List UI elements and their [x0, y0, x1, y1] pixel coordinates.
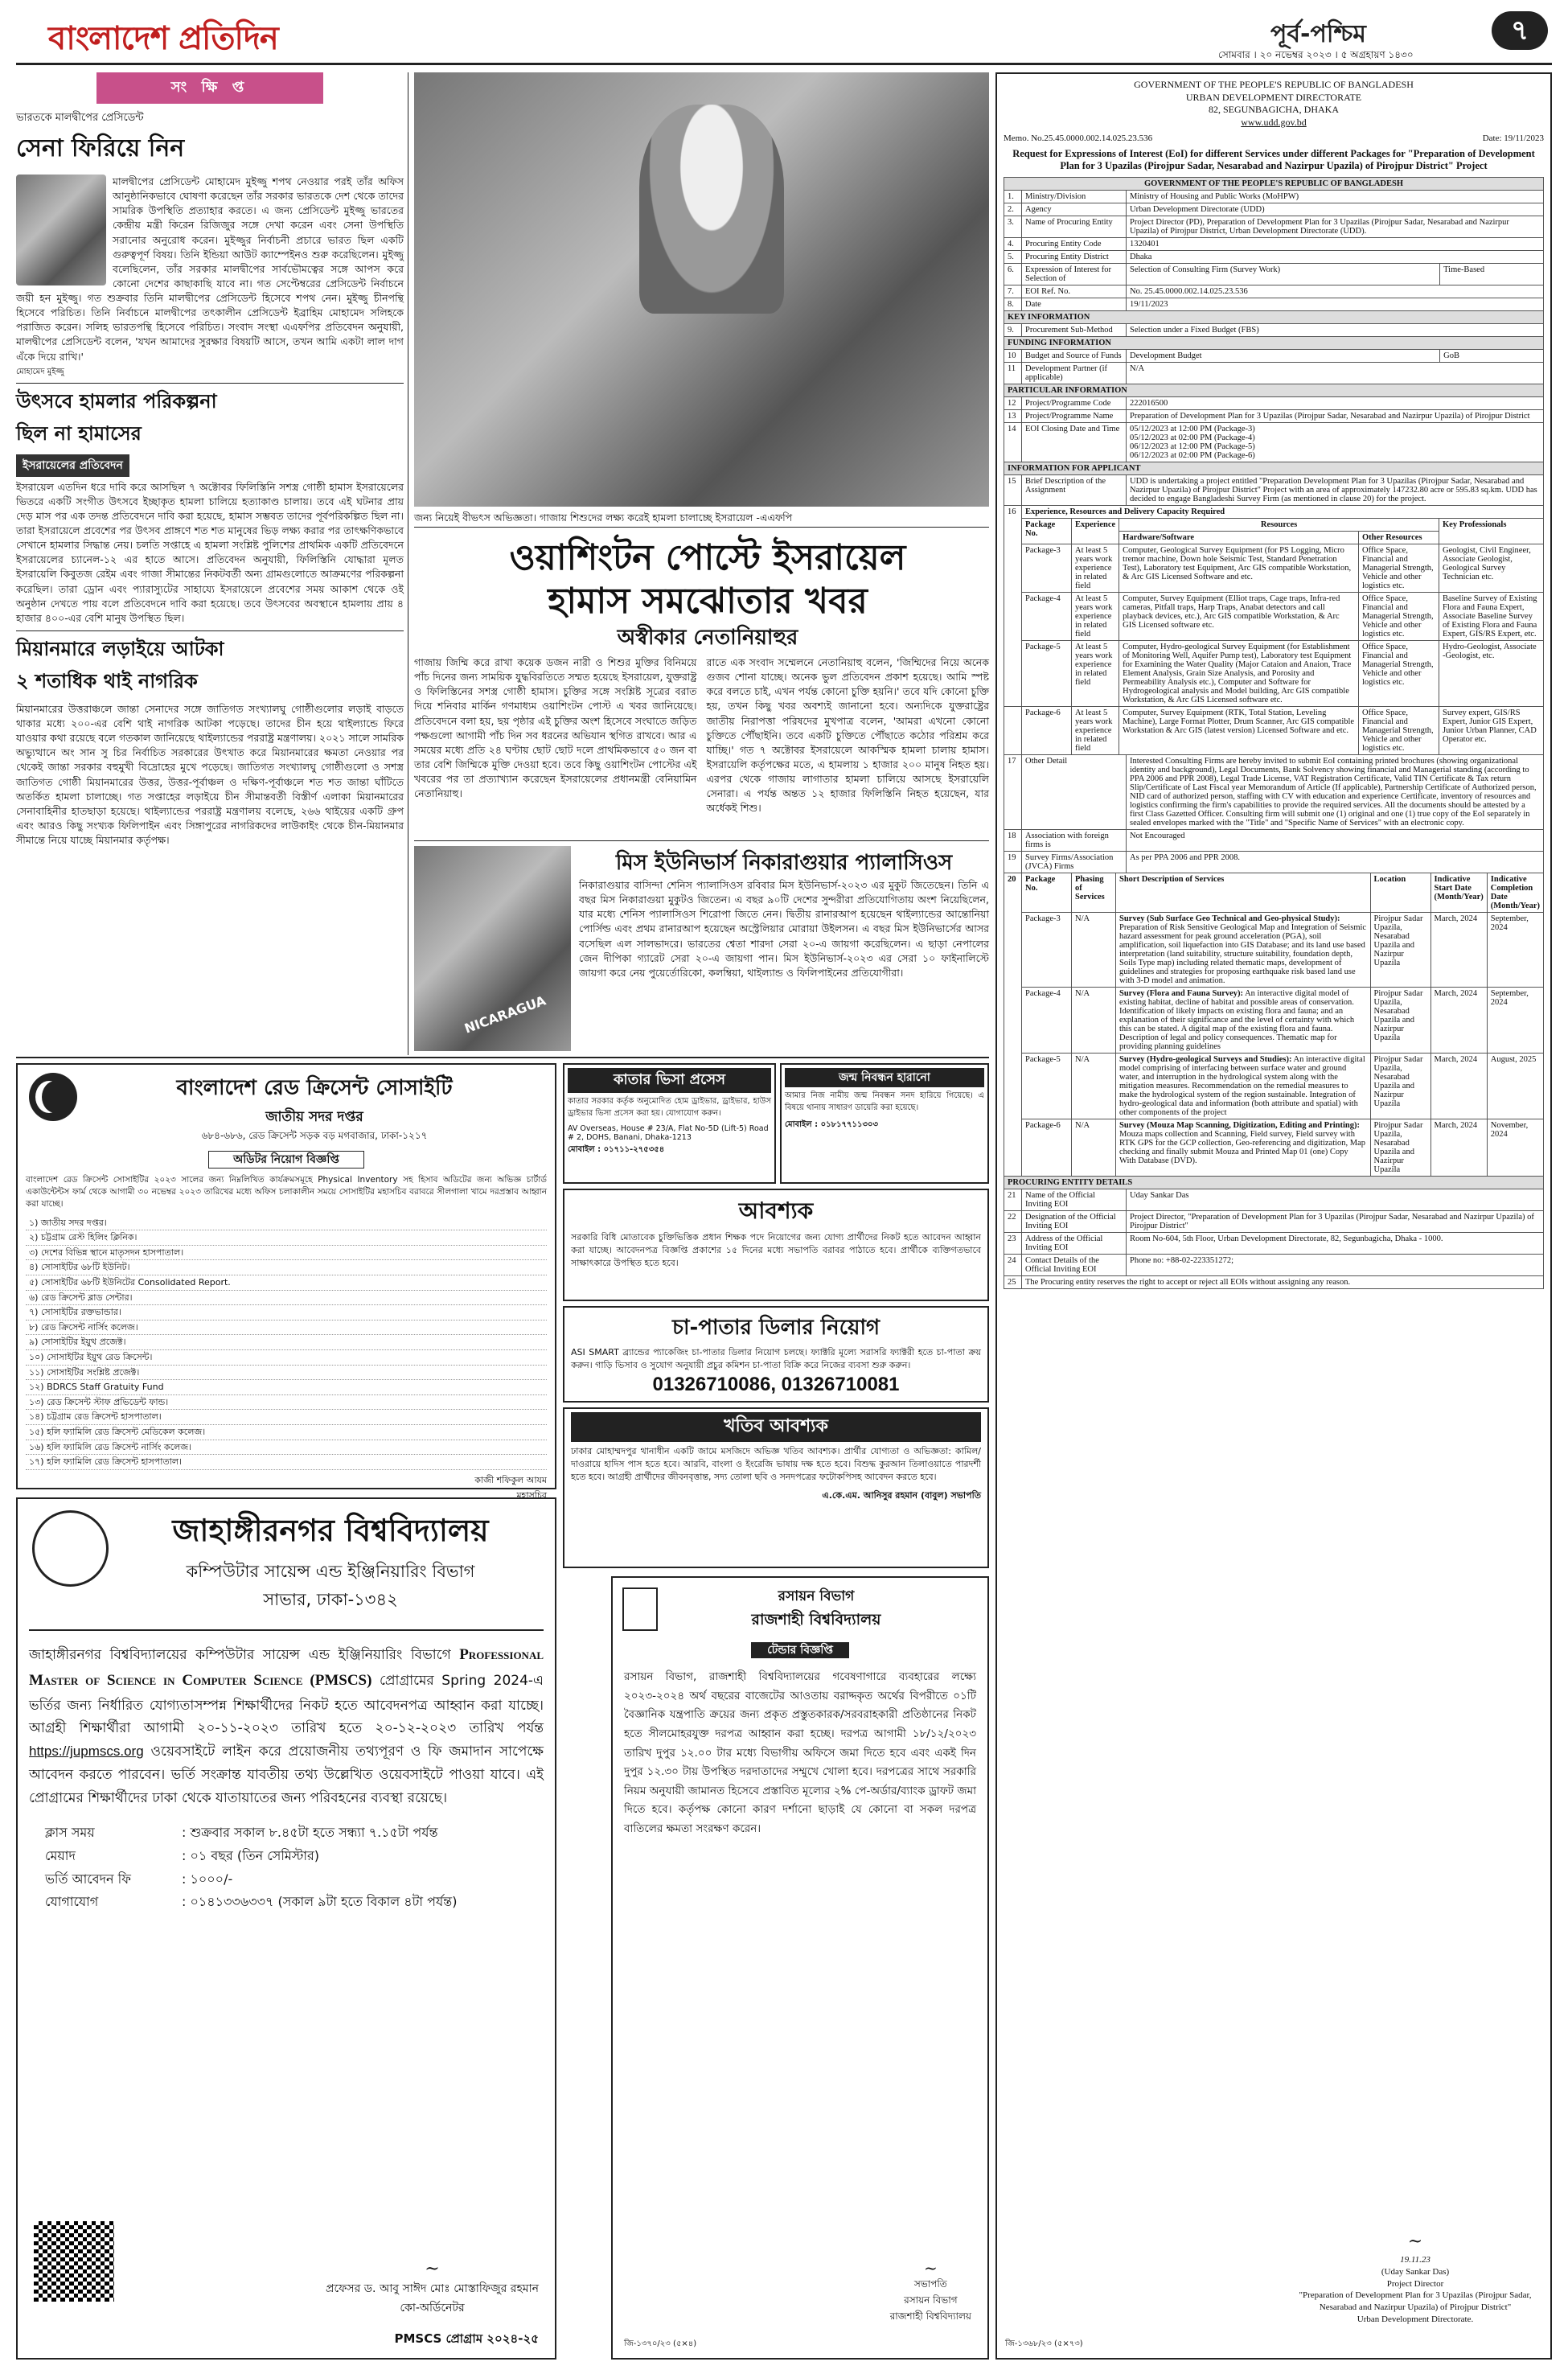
eoi-dir: URBAN DEVELOPMENT DIRECTORATE — [1185, 91, 1362, 103]
eoi-addr: 82, SEGUNBAGICHA, DHAKA — [1209, 104, 1339, 116]
ju-website-link[interactable]: https://jupmscs.org — [29, 1744, 144, 1760]
table-row: 21 Name of the Official Inviting EOI Uday Sankar Das — [1004, 1189, 1544, 1211]
list-item: ৮) রেড ক্রিসেন্ট নার্সিং কলেজ। — [26, 1320, 547, 1336]
list-item: ৭) সোসাইটির রক্তভান্ডার। — [26, 1305, 547, 1320]
ru-signer-2: রসায়ন বিভাগ — [904, 2294, 958, 2306]
wanted-title: আবশ্যক — [738, 1197, 814, 1224]
masthead — [16, 11, 1552, 60]
tea-dealer-ad — [563, 1306, 989, 1403]
table-row: ভর্তি আবেদন ফি : ১০০০/- — [45, 1871, 233, 1887]
list-item: ১২) BDRCS Staff Gratuity Fund — [26, 1380, 547, 1395]
lost-notice-ad — [780, 1063, 989, 1184]
story1-kicker: ভারতকে মালদ্বীপের প্রেসিডেন্ট — [16, 112, 144, 124]
rc-address: ৬৮৪-৬৮৬, রেড ক্রিসেন্ট সড়ক বড় মগবাজার, ঢাকা-১২১৭ — [201, 1130, 428, 1141]
photo-figure — [639, 105, 784, 314]
ju-info-table — [45, 1822, 544, 1914]
eoi-other-table — [1004, 754, 1544, 873]
ru-signature-icon: ~ — [923, 2258, 938, 2277]
table-row: Package-5 N/A Survey (Hydro-geological Surveys and Studies): An interactive digital model comprising of interfacing between surface water and ground water, and interruption in the hydrological system along with the mitigation measures. Recommendation on the remedial measures to make the hydrological system of the region sustainable. Integration of hydro-geological data and information (both attribute and spatial) with other components of the project Pirojpur Sadar Upazila, Nesarabad Upazila and Nazirpur Upazila March, 2024 August, 2025 — [1004, 1054, 1544, 1119]
table-row: 2. Agency Urban Development Directorate (UDD) — [1004, 203, 1544, 216]
ju-body2: প্রোগ্রামের Spring 2024-এ ভর্তির জন্য নির্ধারিত যোগ্যতাসম্পন্ন শিক্ষার্থীদের নিকট হতে আবেদনপত্র আহ্বান করা যাচ্ছে। আগ্রহী শিক্ষার্থীরা আগামী ২০-১১-২০২৩ তারিখ হতে ২০-১২-২০২৩ তারিখ পর্যন্ত — [29, 1673, 544, 1737]
table-row: 5. Procuring Entity District Dhaka — [1004, 251, 1544, 264]
pageant-title: মিস ইউনিভার্স নিকারাগুয়ার প্যালাসিওস — [615, 851, 953, 875]
qatar-address: AV Overseas, House # 23/A, Flat No-5D (Lift-5) Road # 2, DOHS, Banani, Dhaka-1213 — [568, 1124, 769, 1142]
table-row: 6. Expression of Interest for Selection of Selection of Consulting Firm (Survey Work) Time-Based — [1004, 264, 1544, 285]
story2-title-1: উৎসবে হামলার পরিকল্পনা — [16, 389, 217, 413]
table-row: 7. EOI Ref. No. No. 25.45.0000.002.14.025.23.536 — [1004, 285, 1544, 298]
signature-icon: ~ — [1407, 2232, 1423, 2253]
lead-col-2: রাতে এক সংবাদ সম্মেলনে নেতানিয়াহু বলেন, 'জিম্মিদের নিয়ে অনেক গুজব শোনা যাচ্ছে। অনেক ভুল প্রতিবেদন প্রকাশ হয়েছে। আমি স্পষ্ট করে বলতে চাই, এখন পর্যন্ত কোনো চুক্তি হয়নি।' তবে যদি কোনো চুক্তি হয়, তখন কিছু খবর অবশ্যই জানানো হবে। অন্যদিকে যুক্তরাষ্ট্রের জাতীয় নিরাপত্তা পরিষদের মুখপাত্র বলেন, 'আমরা এখনো কোনো চুক্তিতে পৌঁছাইনি। তবে একটি চুক্তিতে পৌঁছাতে কঠোর পরিশ্রম করে যাচ্ছি।' গত ৭ অক্টোবর ইসরায়েলে আকস্মিক হামলা চালায় হামাস। ইসরায়েলি কর্তৃপক্ষের মতে, এ হামলায় ১ হাজার ২০০ মানুষ নিহত হয়। এরপর থেকে গাজায় লাগাতার হামলা চালিয়ে আসছে ইসরায়েলি সেনারা। এ পর্যন্ত অন্তত ১২ হাজার ফিলিস্তিনি নিহত হয়েছেন, যার অর্ধেকই শিশু। — [706, 656, 989, 815]
table-row: ক্লাস সময় : শুক্রবার সকাল ৮.৪৫টা হতে সন্ধ্যা ৭.১৫টা পর্যন্ত — [45, 1825, 438, 1841]
brief-column — [16, 72, 404, 1055]
list-item: ৯) সোসাইটির ইয়ুথ প্রজেক্ট। — [26, 1335, 547, 1350]
ru-signer: সভাপতি — [913, 2278, 947, 2290]
eoi-procuring-table: PROCURING ENTITY DETAILS 21 Name of the Official Inviting EOI Uday Sankar Das 22 Designation of the Official Inviting EOI Project Director, "Preparation of Development Plan for 3 Upazilas (Pirojpur Sadar, Nesarabad and Nazirpur Upazila) of Pirojpur District" 23 Address of the Official Inviting EOI Room No-604, 5th Floor, Urban Development Directorate, 82, Segunbagicha, Dhaka - 1000. 24 Contact Details of the Official Inviting EOI Phone no: +88-02-223351272; 25 The Procuring entity reserves the right to accept or reject all EOIs without assigning any reason. — [1004, 1176, 1544, 1289]
eoi-memo: Memo. No.25.45.0000.002.14.025.23.536 — [1004, 133, 1153, 144]
wanted-ad — [563, 1189, 989, 1301]
eoi-sign-title: Project Director — [1386, 2278, 1444, 2289]
eoi-notice — [995, 72, 1552, 2360]
table-row: Package-3 N/A Survey (Sub Surface Geo Technical and Geo-physical Study): Preparation of Risk Sensitive Geological Map and Integration of Seismic hazard assessment for peak ground acceleration (PGA), soil amplification, soil liquefaction into GIS Database; and its land use based interpretation (land suitability, structure suitability, foundation depth, Soils Type map) including related thematic maps, development of guidelines and strategies for proposing earthquake risk based land use with 3-D model and animation. Pirojpur Sadar Upazila, Nesarabad Upazila and Nazirpur Upazila March, 2024 September, 2024 — [1004, 913, 1544, 988]
story3-title-1: মিয়ানমারে লড়াইয়ে আটকা — [16, 637, 224, 660]
eoi-date: Date: 19/11/2023 — [1482, 133, 1544, 144]
table-row: Package-4 At least 5 years work experience in related field Computer, Survey Equipment (Elliot traps, Cage traps, Infra-red cameras, Pitfall traps, Harp Traps, Anabat detectors and call playback devices, etc.), Arc GIS compatible Workstation, & Arc GIS Licensed software etc. Office Space, Financial and Managerial Strength, Vehicle and other logistics etc. Baseline Survey of Existing Flora and Fauna Expert, Associate Baseline Survey of Existing Flora and Fauna Expert, GIS/RS Expert, etc. — [1004, 593, 1544, 641]
lead-headline-2: হামাস সমঝোতার খবর — [548, 581, 868, 622]
eoi-sign-name: (Uday Sankar Das) — [1381, 2266, 1450, 2277]
khatib-body: ঢাকার মোহাম্মদপুর থানাধীন একটি জামে মসজিদে অভিজ্ঞ খতিব আবশ্যক। প্রার্থীর যোগ্যতা ও অভিজ্ঞতা: কামিল/দাওরায়ে হাদিস পাস হতে হবে। আরবি, বাংলা ও ইংরেজি ভাষায় দক্ষ হতে হবে। বিশুদ্ধ কুরআন তিলাওয়াতে পারদর্শী হতে হবে। আগ্রহী প্রার্থীদের জীবনবৃত্তান্ত, সদ্য তোলা ছবি ও সনদপত্রের ফটোকপিসহ আবেদন করতে হবে। — [571, 1446, 981, 1482]
ju-name: জাহাঙ্গীরনগর বিশ্ববিদ্যালয় — [172, 1513, 489, 1548]
khatib-ad — [563, 1407, 989, 1568]
table-row: 25 The Procuring entity reserves the right to accept or reject all EOIs without assigning any reason. — [1004, 1276, 1544, 1289]
lost-title: জন্ম নিবন্ধন হারানো — [785, 1068, 984, 1087]
rc-sub: জাতীয় সদর দপ্তর — [265, 1109, 363, 1125]
table-row: 14 EOI Closing Date and Time 05/12/2023 at 12:00 PM (Package-3) 05/12/2023 at 02:00 PM (Package-4) 06/12/2023 at 12:00 PM (Package-5) 06/12/2023 at 02:00 PM (Package-6) — [1004, 423, 1544, 462]
rc-list — [26, 1216, 547, 1470]
newspaper-logo: বাংলাদেশ প্রতিদিন — [48, 20, 278, 57]
list-item: ৫) সোসাইটির ৬৮টি ইউনিটের Consolidated Report. — [26, 1275, 547, 1291]
eoi-sign-proj: "Preparation of Development Plan for 3 Upazilas (Pirojpur Sadar, Nesarabad and Nazirpur Upazila) of Pirojpur District" — [1299, 2290, 1532, 2313]
table-row: Package-3 At least 5 years work experience in related field Computer, Geological Survey Equipment (for PS Logging, Micro tremor machine, Down hole Seismic Test, Standard Penetration Test), Laboratory test Equipment, Arc GIS compatible Workstation, & Arc GIS Licensed Software and etc. Office Space, Financial and Managerial Strength, Vehicle and other logistics etc. Geologist, Civil Engineer, Associate Geologist, Geological Survey Technician etc. — [1004, 544, 1544, 593]
list-item: ১৪) চট্টগ্রাম রেড ক্রিসেন্ট হাসপাতাল। — [26, 1410, 547, 1425]
table-row: 15 Brief Description of the Assignment UDD is undertaking a project entitled "Preparation Development Plan for 3 Upazilas (Pirojpur Sadar, Nesarabad and Nazirpur Upazila) of Pirojpur District" Project with an area of approximately 147232.80 acre or 595.83 sq.km. UDD has decided to engage Bangladeshi Survey Firm (as mentioned in clause 20) for the project. — [1004, 475, 1544, 506]
eoi-resources-table: 16 Experience, Resources and Delivery Capacity Required Package No. Experience Resources Key Professionals Hardware/Software Other Resources Package-3 At least 5 years work experience in related field Computer, Geological Survey Equipment (for PS Logging, Micro tremor machine, Down hole Seismic Test, Standard Penetration Test), Laboratory test Equipment, Arc GIS compatible Workstation, & Arc GIS Licensed Software and etc. Office Space, Financial and Managerial Strength, Vehicle and other logistics etc. Geologist, Civil Engineer, Associate Geologist, Geological Survey Technician etc. Package-4 At least 5 years work experience in related field Computer, Survey Equipment (Elliot traps, Cage traps, Infra-red cameras, Pitfall traps, Harp Traps, Anabat detectors and call playback devices, etc.), Arc GIS compatible Workstation, & Arc GIS Licensed software etc. Office Space, Financial and Managerial Strength, Vehicle and other logistics etc. Baseline Survey of Existing Flora and Fauna Expert, Associate Baseline Survey of Existing Flora and Fauna Expert, GIS/RS Expert, etc. Package-5 At least 5 years work experience in related field Computer, Hydro-geological Survey Equipment (for Establishment of Monitoring Well, Aquifer Pump test), Laboratory test Equipment for Examining the Water Quality (Major Cataion and Anaion, Trace Element Analysis, Grain Size Analysis, and Porosity and Permeability Analysis etc.), Computer and Software for Hydrogeological analysis and Model building, Arc GIS compatible Workstation, & Arc GIS Licensed software etc. Office Space, Financial and Managerial Strength, Vehicle and other logistics etc. Hydro-Geologist, Associate -Geologist, etc. Package-6 At least 5 years work experience in related field Computer, Survey Equipment (RTK, Total Station, Leveling Machine), Large Format Plotter, Drum Scanner, Arc GIS compatible Workstation & Arc GIS (latest version) Licensed Software and etc. Office Space, Financial and Managerial Strength, Vehicle and other logistics etc. Survey expert, GIS/RS Expert, Junior GIS Expert, Junior Urban Planner, CAD Operator etc. — [1004, 505, 1544, 755]
khatib-title: খতিব আবশ্যক — [571, 1412, 981, 1442]
qatar-phone: মোবাইল : ০১৭১১-২৭৫৩৫৪ — [568, 1145, 665, 1154]
list-item: ৬) রেড ক্রিসেন্ট ব্লাড সেন্টার। — [26, 1291, 547, 1306]
ju-body1: জাহাঙ্গীরনগর বিশ্ববিদ্যালয়ের কম্পিউটার সায়েন্স এন্ড ইঞ্জিনিয়ারিং বিভাগে — [29, 1647, 451, 1663]
eoi-sign-dir: Urban Development Directorate. — [1357, 2314, 1474, 2325]
lead-photo-caption: জন্য নিয়েই বীভৎস অভিজ্ঞতা। গাজায় শিশুদের লক্ষ্য করেই হামলা চালাচ্ছে ইসরায়েল -এএফপি — [414, 511, 793, 524]
page-number-badge — [1492, 11, 1548, 50]
eoi-url[interactable]: www.udd.gov.bd — [1241, 116, 1307, 128]
table-row: 11 Development Partner (if applicable) N/A — [1004, 363, 1544, 384]
list-item: ৩) দেশের বিভিন্ন স্থানে মাতৃসদন হাসপাতাল। — [26, 1246, 547, 1261]
table-row: 19 Survey Firms/Association (JVCA) Firms As per PPA 2006 and PPR 2008. — [1004, 852, 1544, 873]
rc-signer-title: মহাসচিব — [516, 1489, 547, 1501]
story3-body: মিয়ানমারের উত্তরাঞ্চলে জান্তা সেনাদের সঙ্গে জাতিগত সংখ্যালঘু গোষ্ঠীগুলোর লড়াই বাড়তে থাকার মধ্যে ২০০-এর বেশি থাই নাগরিক আটকা পড়েছে। তাদের চীন হয়ে থাইল্যান্ডে ফিরে যাওয়ার কথা রয়েছে বলে গতকাল জানিয়েছে থাইল্যান্ডের পররাষ্ট্র মন্ত্রণালয়। ২০২১ সালে সামরিক অভ্যুত্থানে অং সান সু চির নির্বাচিত সরকারের উৎখাত করে মিয়ানমারের ক্ষমতা নেওয়ার পর থেকেই জান্তা সরকার বহুমুখী বিদ্রোহের মুখে পড়েছে। জাতিগত সংখ্যালঘু গোষ্ঠীগুলো ও সশস্ত্র জাতিগত গোষ্ঠী মিয়ানমারের উত্তর, উত্তর-পূর্বাঞ্চল ও দক্ষিণ-পূর্বাঞ্চলে শত শত জান্তা ঘাঁটিতে অতর্কিত হামলা চালাচ্ছে। গত সপ্তাহের লড়াইয়ে চীন সীমান্তবর্তী বিস্তীর্ণ এলাকা মিয়ানমারের সেনাবাহিনীর হাতছাড়া হয়েছে। থাইল্যান্ডের পররাষ্ট্র মন্ত্রণালয় বলেছে, ২৬৬ থাইয়ের একটি গ্রুপ এবং আরও কিছু সংখ্যক ফিলিপাইন এবং সিঙ্গাপুরের নাগরিকদের লাউকাইং থেকে চীন-মিয়ানমার সীমান্তে নিয়ে যাচ্ছে মিয়ানমার কর্তৃপক্ষ। — [16, 702, 404, 846]
table-row: 24 Contact Details of the Official Inviting EOI Phone no: +88-02-223351272; — [1004, 1255, 1544, 1276]
ju-place: সাভার, ঢাকা-১৩৪২ — [263, 1590, 398, 1609]
table-row: 13 Project/Programme Name Preparation of Development Plan for 3 Upazilas (Pirojpur Sadar, Nesarabad and Nazirpur Upazila) of Pirojpur District — [1004, 410, 1544, 423]
tea-phones: 01326710086, 01326710081 — [652, 1373, 900, 1395]
miss-universe-photo — [414, 846, 571, 1051]
ju-logo-icon — [32, 1510, 109, 1587]
eoi-sign-date: 19.11.23 — [1400, 2254, 1430, 2265]
table-row: যোগাযোগ : ০১৪১৩৩৬৩৩৭ (সকাল ৯টা হতে বিকাল ৪টা পর্যন্ত) — [45, 1894, 458, 1910]
eoi-table: GOVERNMENT OF THE PEOPLE'S REPUBLIC OF BANGLADESH 1. Ministry/Division Ministry of Housing and Public Works (MoHPW) 2. Agency Urban Development Directorate (UDD) 3. Name of Procuring Entity Project Director (PD), Preparation of Development Plan for 3 Upazilas (Pirojpur Sadar, Nesarabad and Nazirpur Upazila) of Pirojpur District, Urban Development Directorate (UDD). 4. Procuring Entity Code 1320401 5. Procuring Entity District Dhaka 6. Expression of Interest for Selection of Selection of Consulting Firm (Survey Work) Time-Based 7. EOI Ref. No. No. 25.45.0000.002.14.025.23.536 8. Date 19/11/2023 KEY INFORMATION 9. Procurement Sub-Method Selection under a Fixed Budget (FBS) FUNDING INFORMATION 10 Budget and Source of Funds Development Budget GoB 11 Development Partner (if applicable) N/A PARTICULAR INFORMATION 12 Project/Programme Code 222016500 13 Project/Programme Name Preparation of Development Plan for 3 Upazilas (Pirojpur Sadar, Nesarabad and Nazirpur Upazila) of Pirojpur District 14 EOI Closing Date and Time 05/12/2023 at 12:00 PM (Package-3) 05/12/2023 at 02:00 PM (Package-4) 06/12/2023 at 12:00 PM (Package-5) 06/12/2023 at 02:00 PM (Package-6) INFORMATION FOR APPLICANT 15 Brief Description of the Assignment UDD is undertaking a project entitled "Preparation Development Plan for 3 Upazilas (Pirojpur Sadar, Nesarabad and Nazirpur Upazila) of Pirojpur District" Project with an area of approximately 147232.80 acre or 595.83 sq.km. UDD has decided to engage Bangladeshi Survey Firm (as mentioned in clause 20) for the project. — [1004, 177, 1544, 506]
table-row: 23 Address of the Official Inviting EOI Room No-604, 5th Floor, Urban Development Directorate, 82, Segunbagicha, Dhaka - 1000. — [1004, 1233, 1544, 1255]
table-row: 9. Procurement Sub-Method Selection under a Fixed Budget (FBS) — [1004, 324, 1544, 337]
page-number: ৭ — [1510, 14, 1529, 47]
list-item: ১৭) হলি ফ্যামিলি রেড ক্রিসেন্ট হাসপাতাল। — [26, 1455, 547, 1470]
rc-notice: অডিটর নিয়োগ বিজ্ঞপ্তি — [208, 1151, 364, 1169]
list-item: ১১) সোসাইটির সংশ্লিষ্ট প্রজেক্ট। — [26, 1366, 547, 1381]
list-item: ১৩) রেড ক্রিসেন্ট স্টাফ প্রভিডেন্ট ফান্ড। — [26, 1395, 547, 1411]
section-name: পূর্ব-পশ্চিম — [1270, 20, 1366, 48]
eoi-code: জি-১৩৬৮/২৩ (৫×৭৩) — [1005, 2339, 1083, 2348]
tea-title: চা-পাতার ডিলার নিয়োগ — [671, 1316, 880, 1340]
list-item: ১৫) হলি ফ্যামিলি রেড ক্রিসেন্ট মেডিকেল কলেজ। — [26, 1425, 547, 1440]
table-row: Package-5 At least 5 years work experience in related field Computer, Hydro-geological Survey Equipment (for Establishment of Monitoring Well, Aquifer Pump test), Laboratory test Equipment for Examining the Water Quality (Major Cataion and Anaion, Trace Element Analysis, Grain Size Analysis, and Porosity and Permeability Analysis etc.), Computer and Software for Hydrogeological analysis and Model building, Arc GIS compatible Workstation, & Arc GIS Licensed software etc. Office Space, Financial and Managerial Strength, Vehicle and other logistics etc. Hydro-Geologist, Associate -Geologist, etc. — [1004, 641, 1544, 707]
ju-dept: কম্পিউটার সায়েন্স এন্ড ইঞ্জিনিয়ারিং বিভাগ — [186, 1562, 475, 1581]
ru-body: রসায়ন বিভাগ, রাজশাহী বিশ্ববিদ্যালয়ের গবেষণাগারে ব্যবহারের লক্ষ্যে ২০২৩-২০২৪ অর্থ বছরের বাজেটের আওতায় বরাদ্দকৃত অর্থের বিপরীতে ০১টি বৈজ্ঞানিক যন্ত্রপাতি ক্রয়ের জন্য প্রকৃত প্রস্তুতকারক/সরবরাহকারী প্রতিষ্ঠানের নিকট হতে সীলমোহরযুক্ত দরপত্র আহ্বান করা হচ্ছে। দরপত্র আগামী ১৮/১২/২০২৩ তারিখ দুপুর ১২.০০ টার মধ্যে বিভাগীয় অফিসে জমা দিতে হবে এবং একই দিন দুপুর ১২.৩০ টায় উপস্থিত দরদাতাদের সম্মুখে খোলা হবে। দরপত্রের সাথে সরকারি নিয়ম অনুযায়ী জামানত হিসেবে প্রস্তাবিত মূল্যের ২% পে-অর্ডার/ব্যাংক ড্রাফট জমা দিতে হবে। কর্তৃপক্ষ কোনো কারণ দর্শানো ছাড়াই যে কোনো বা সকল দরপত্র বাতিলের ক্ষমতা সংরক্ষণ করেন। — [624, 1670, 976, 1835]
ru-code: জি-১৩৭০/২৩ (৫×৪) — [624, 2339, 697, 2348]
qatar-title: কাতার ভিসা প্রসেস — [568, 1068, 771, 1093]
table-row: 12 Project/Programme Code 222016500 — [1004, 397, 1544, 410]
rc-org: বাংলাদেশ রেড ক্রিসেন্ট সোসাইটি — [176, 1076, 453, 1100]
list-item: ১০) সোসাইটির ইয়ুথ রেড ক্রিসেন্ট। — [26, 1350, 547, 1366]
red-crescent-logo-icon — [29, 1073, 77, 1121]
ru-logo-icon — [622, 1587, 658, 1631]
table-row: 17 Other Detail Interested Consulting Firms are hereby invited to submit EoI containing printed brochures (showing organizational identity and background), Legal Documents, Bank Solvency showing financial and Managerial standing (according to PPA 2006 and PPR 2008), Legal Trade License, VAT Registration Certificate, Valid TIN Certificate & Tax return Slip/Certificate of Last Fiscal year Memorandum of Article (If applicable), Partnership Certificate of Authorized person, NID card of authorized person, staffing with CV with education and experience Certificate, inventory of resources and logistics confirming the firm's capabilities to provide the required services. All the documents should be attested by a first Class Gazetted Officer. Consulting firm will submit one (1) original and one (1) true copy of the EoI separately in sealed envelopes marked with the "Title" and "Specific Name of Services" with an electronic copy. — [1004, 755, 1544, 830]
table-row: 10 Budget and Source of Funds Development Budget GoB — [1004, 350, 1544, 363]
ju-signer: প্রফেসর ড. আবু সাঈদ মোঃ মোস্তাফিজুর রহমান — [326, 2282, 539, 2295]
table-row: মেয়াদ : ০১ বছর (তিন সেমিস্টার) — [45, 1847, 320, 1863]
qatar-visa-ad — [563, 1063, 776, 1184]
ru-signer-3: রাজশাহী বিশ্ববিদ্যালয় — [889, 2310, 971, 2322]
story1-body: মালদ্বীপের প্রেসিডেন্ট মোহামেদ মুইজ্জু শপথ নেওয়ার পরই তাঁর অফিস আনুষ্ঠানিকভাবে ঘোষণা করেছেন তাঁর সরকার ভারতকে দেশ থেকে তাদের সামরিক উপস্থিতি প্রত্যাহার করতে। এ জন্য প্রেসিডেন্ট মুইজ্জু ভারতের কেন্দ্রীয় মন্ত্রী কিরেন রিজিজুর সঙ্গে দেখা করেন এবং সেনা উপস্থিতি সরানোর অনুরোধ করেন। মুইজ্জুর নির্বাচনী প্রচারে ভারত ছিল একটি গুরুত্বপূর্ণ বিষয়। তিনি ইন্ডিয়া আউট ক্যাম্পেইনও শুরু করেছিলেন। মুইজ্জু বলেছিলেন, তাঁর সরকার মালদ্বীপের সার্বভৌমত্বের সঙ্গে আপস করে কোনো দেশের কাছাকাছি যাবে না। গত সেপ্টেম্বরের প্রেসিডেন্ট নির্বাচনে জয়ী হন মুইজ্জু। গত শুক্রবার তিনি মালদ্বীপের প্রেসিডেন্ট হিসেবে শপথ নেন। মুইজ্জু চীনপন্থি হিসেবে পরিচিত। তিনি নির্বাচনে মালদ্বীপের তৎকালীন প্রেসিডেন্ট ইব্রাহিম মোহামেদ সলিহকে পরাজিত করেন। সলিহ ভারতপন্থি হিসেবে পরিচিত। সংবাদ সংস্থা এএফপির প্রতিবেদন অনুযায়ী, মালদ্বীপের প্রেসিডেন্ট বলেন, 'যখন আমাদের সুরক্ষার বিষয়টি আসে, তখন আমি একটা লাল দাগ এঁকে দিয়ে রাখি।' — [16, 175, 404, 363]
story1-photo-caption: মোহামেদ মুইজ্জু — [16, 367, 64, 376]
masthead-rule — [16, 63, 1552, 65]
ju-admission-ad — [16, 1497, 556, 2360]
muizzu-photo — [16, 175, 106, 285]
eoi-signature — [1295, 2230, 1536, 2326]
ju-signature-icon: ~ — [425, 2259, 440, 2279]
story2-inset: ইসরায়েলের প্রতিবেদন — [16, 454, 129, 477]
story1-title: সেনা ফিরিয়ে নিন — [16, 134, 185, 162]
ju-body3: ওয়েবসাইটে লাইন করে প্রয়োজনীয় তথ্যপূরণ ও ফি জমাদান সাপেক্ষে আবেদন করতে পারবেন। ভর্তি সংক্রান্ত যাবতীয় তথ্য উল্লেখিত ওয়েবসাইটে পাওয়া যাবে। এই প্রোগ্রামের শিক্ষার্থীদের ঢাকা থেকে যাতায়াতের জন্য পরিবহনের ব্যবস্থা রয়েছে। — [29, 1744, 544, 1807]
story2-title-2: ছিল না হামাসের — [16, 421, 142, 445]
story3-title-2: ২ শতাধিক থাই নাগরিক — [16, 669, 198, 692]
lead-subhead: অস্বীকার নেতানিয়াহুর — [617, 626, 798, 650]
eoi-request: Request for Expressions of Interest (EoI) for different Services under different Packages for "Preparation of Development Plan for 3 Upazilas (Pirojpur Sadar, Nesarabad and Nazirpur Upazila) of Pirojpur District" Project — [1012, 148, 1535, 172]
wanted-body: সরকারি বিধি মোতাবেক চুক্তিভিত্তিক প্রধান শিক্ষক পদে নিয়োগের জন্য যোগ্য প্রার্থীদের নিকট হতে আবেদন আহ্বান করা যাচ্ছে। আবেদনপত্র বিজ্ঞপ্তি প্রকাশের ১৫ দিনের মধ্যে সভাপতি বরাবর পাঠাতে হবে। প্রার্থীকে ব্যক্তিগতভাবে সাক্ষাৎকারে উপস্থিত হতে হবে। — [571, 1232, 981, 1268]
list-item: ১৬) হলি ফ্যামিলি রেড ক্রিসেন্ট নার্সিং কলেজ। — [26, 1440, 547, 1456]
lead-body — [414, 655, 989, 836]
brief-label: সং ক্ষি প্ত — [96, 72, 323, 104]
ru-dept: রসায়ন বিভাগ — [778, 1588, 855, 1604]
table-row: 22 Designation of the Official Inviting EOI Project Director, "Preparation of Development Plan for 3 Upazilas (Pirojpur Sadar, Nesarabad and Nazirpur Upazila) of Pirojpur District" — [1004, 1211, 1544, 1233]
table-row: Package-6 At least 5 years work experience in related field Computer, Survey Equipment (RTK, Total Station, Leveling Machine), Large Format Plotter, Drum Scanner, Arc GIS compatible Workstation & Arc GIS (latest version) Licensed Software and etc. Office Space, Financial and Managerial Strength, Vehicle and other logistics etc. Survey expert, GIS/RS Expert, Junior GIS Expert, Junior Urban Planner, CAD Operator etc. — [1004, 707, 1544, 755]
eoi-gov-heading: GOVERNMENT OF THE PEOPLE'S REPUBLIC OF BANGLADESH — [1004, 178, 1544, 191]
khatib-contact: এ.কে.এম. আনিসুর রহমান (বাবুল) সভাপতি — [822, 1489, 981, 1501]
list-item: ১) জাতীয় সদর দপ্তর। — [26, 1216, 547, 1231]
table-row: Package-6 N/A Survey (Mouza Map Scanning, Digitization, Editing and Printing): Mouza maps collection and Scanning, Field survey, Field survey with RTK GPS for the GCP collection, Geo-referencing and digitization, Map checking and finally submit Mouza and Printed Map 01 (one) Copy With Database (DVD). Pirojpur Sadar Upazila, Nesarabad Upazila and Nazirpur Upazila March, 2024 November, 2024 — [1004, 1119, 1544, 1177]
issue-date: সোমবার । ২০ নভেম্বর ২০২৩ । ৫ অগ্রহায়ণ ১৪৩০ — [1218, 49, 1414, 60]
table-row: 4. Procuring Entity Code 1320401 — [1004, 238, 1544, 251]
table-row: 3. Name of Procuring Entity Project Director (PD), Preparation of Development Plan for 3 Upazilas (Pirojpur Sadar, Nesarabad and Nazirpur Upazila) of Pirojpur District, Urban Development Directorate (UDD). — [1004, 216, 1544, 238]
lost-body: আমার নিজ নামীয় জন্ম নিবন্ধন সনদ হারিয়ে গিয়েছে। এ বিষয়ে থানায় সাধারণ ডায়েরি করা হয়েছে। — [785, 1091, 984, 1112]
pageant-body: নিকারাগুয়ার বাসিন্দা শেনিস প্যালাসিওস রবিবার মিস ইউনিভার্স-২০২৩ এর মুকুট জিতেছেন। তিনি এ বছর মিস নিকারাগুয়া মুকুটও জিতেন। এ বছর ৯০টি দেশের সুন্দরীরা প্রতিযোগিতায় অংশ নিয়েছিলেন, যার মধ্যে শেনিস প্যালাসিওস শিরোপা জিতে নেন। দ্বিতীয় রানারআপ হয়েছেন থাইল্যান্ডের আন্তোনিয়া পোর্সিল্ড এবং প্রথম রানারআপ হয়েছেন অস্ট্রেলিয়ার মোরায়া উইলসন। এ বছর মিস ইউনিভার্সের আসর বসেছিল এল সালভাদরে। ভারতের শ্বেতা শারদা সেরা ২০-এ জায়গা করেছিলেন। এ ছাড়া নেপালের জেন দীপিকা গ্যারেট সেরা ২০-এ জায়গা পান। মিস ইউনিভার্স-২০২৩ এর সেরা ১০ ফাইনালিস্টে জায়গা করে নেয় পুয়ের্তোরিকো, কলম্বিয়া, থাইল্যান্ড ও ফিলিপাইনের প্রতিযোগীরা। — [579, 879, 989, 979]
qatar-body: কাতার সরকার কর্তৃক অনুমোদিত হোম ড্রাইভার, ড্রাইভার, হাউস ড্রাইভার ভিসা প্রসেস করা হয়। যোগাযোগ করুন। — [568, 1097, 771, 1118]
table-row: 1. Ministry/Division Ministry of Housing and Public Works (MoHPW) — [1004, 191, 1544, 203]
ru-tender-ad — [611, 1576, 989, 2360]
table-row: Package-4 N/A Survey (Flora and Fauna Survey): An interactive digital model of existing habitat, decline of habitat and possible areas of conservation. Identification of likely impacts on existing flora and fauna; and an explanation of their significance and the level of certainty with which this can be stated. A digital map of the existing flora and fauna. Description of legal and policy consequences. Thematic map for providing planning guidelines Pirojpur Sadar Upazila, Nesarabad Upazila and Nazirpur Upazila March, 2024 September, 2024 — [1004, 988, 1544, 1054]
lead-headline-1: ওয়াশিংটন পোস্টে ইসরায়েল — [509, 537, 906, 578]
rc-intro: বাংলাদেশ রেড ক্রিসেন্ট সোসাইটির ২০২৩ সালের জন্য নিম্নলিখিত কার্যক্রমসমূহে Physical Inventory সহ হিসাব অডিটের জন্য অভিজ্ঞ চার্টার্ড একাউন্টেন্টস ফার্ম থেকে আগামী ৩০ নভেম্বর ২০২৩ তারিখের মধ্যে অফিস চলাকালীন সময়ে সোসাইটির মহাসচিব বরাবরে সীলগালা খামে দরপ্রস্তাব আহ্বান করা যাচ্ছে। — [26, 1175, 547, 1210]
redcrescent-ad — [16, 1063, 556, 1501]
sash-text: NICARAGUA — [462, 992, 548, 1037]
list-item: ৪) সোসাইটির ৬৮টি ইউনিট। — [26, 1260, 547, 1275]
ju-signer-title: কো-অর্ডিনেটর — [400, 2302, 465, 2314]
list-item: ২) চট্টগ্রাম রেস্ট হিলিং ক্লিনিক। — [26, 1230, 547, 1246]
tea-body: ASI SMART ব্র্যান্ডের প্যাকেজিং চা-পাতার ডিলার নিয়োগ চলছে। ফ্যাক্টরি মূল্যে সরাসরি ফ্যাক্টরী হতে চা-পাতা ক্রয় করুন। গাড়ি ভিসাব ও সুযোগ অনুযায়ী প্রচুর কমিশন চা-পাতা বিক্রি করে নিজের ব্যবসা শুরু করুন। — [571, 1347, 981, 1370]
rc-signer: কাজী শফিকুল আযম — [474, 1474, 547, 1485]
gaza-photo — [414, 72, 989, 507]
story2-body: ইসরায়েল এতদিন ধরে দাবি করে আসছিল ৭ অক্টোবর ফিলিস্তিনি সশস্ত্র গোষ্ঠী হামাস ইসরায়েলের ভিতরে একটি সংগীত উৎসবে ইচ্ছাকৃত হামলা চালিয়ে হত্যাকাণ্ড চালায়। তবে এই ঘটনার প্রায় দেড় মাস পর এক তদন্ত প্রতিবেদনে দাবি করা হয়েছে, হামাস সম্ভবত তাদের পূর্বপরিকল্পিত ছিল না। তারা ইসরায়েলে প্রবেশের পর উৎসব প্রাঙ্গণে শত শত মানুষের ভিড় লক্ষ্য করার পর তাৎক্ষণিকভাবে সেখানে হামলার সিদ্ধান্ত নেয়। চলতি সপ্তাহে এ হামলা সংশ্লিষ্ট পুলিশের প্রাথমিক একটি প্রতিবেদনে ইসরায়েলের চ্যানেল-১২ এর হাতে আসে। প্রতিবেদন অনুযায়ী, ফিলিস্তিনি যোদ্ধারা মূলত ইসরায়েলি কিবুতজ রেইম এবং গাজা সীমান্তের নিকটবর্তী অন্য গ্রামগুলোতে আক্রমণের পরিকল্পনা করেছিল। তারা ড্রোন এবং প্যারাস্যুটের সাহায্যে ইসরায়েলে প্রবেশের সময় আকাশ থেকে ওই অনুষ্ঠান দেখতে পায় বলে প্রতিবেদনে দাবি করা হয়েছে। তবে উৎসবের অবস্থানে হামলায় প্রায় ৪ হাজার ৪০০-এর বেশি মানুষ উপস্থিত ছিল। — [16, 480, 404, 624]
lead-col-1: গাজায় জিম্মি করে রাখা কয়েক ডজন নারী ও শিশুর মুক্তির বিনিময়ে পাঁচ দিনের জন্য সাময়িক যুদ্ধবিরতিতে সম্মত হয়েছে ইসরায়েল, যুক্তরাষ্ট্র ও ফিলিস্তিনের সশস্ত্র গোষ্ঠী হামাস। চুক্তির সঙ্গে সংশ্লিষ্ট সূত্রের বরাত দিয়ে শনিবার মার্কিন গণমাধ্যম ওয়াশিংটন পোস্ট এ খবর জানিয়েছে। প্রতিবেদনে বলা হয়, ছয় পৃষ্ঠার এই চুক্তির অংশ হিসেবে সংঘাতে জড়িত পক্ষগুলো আগামী পাঁচ দিন সব ধরনের অভিযান স্থগিত রাখবে। আর এ সময়ের মধ্যে প্রতি ২৪ ঘণ্টায় ছোট ছোট দলে প্রাথমিকভাবে ৫০ জন বা তার বেশি জিম্মিকে মুক্তি দেওয়া হবে। তবে কিছু ওয়াশিংটন পোস্টের এই খবরের পর তা প্রত্যাখ্যান করেছেন ইসরায়েলের প্রধানমন্ত্রী বেনিয়ামিন নেতানিয়াহু। — [414, 656, 697, 800]
eoi-services-table: 20 Package No. Phasing of Services Short Description of Services Location Indicative Start Date (Month/Year) Indicative Completion Date (Month/Year) Package-3 N/A Survey (Sub Surface Geo Technical and Geo-physical Study): Preparation of Risk Sensitive Geological Map and Integration of Seismic hazard assessment for peak ground acceleration (PGA), soil amplification, soil liquefaction into GIS Database; and its land use based interpretation (land suitability, structure suitability, foundation depth, Soils Type map) including related thematic maps, development of guidelines and strategies for proposing earthquake risk based land use with 3-D model and animation. Pirojpur Sadar Upazila, Nesarabad Upazila and Nazirpur Upazila March, 2024 September, 2024 Package-4 N/A Survey (Flora and Fauna Survey): An interactive digital model of existing habitat, decline of habitat and possible areas of conservation. Identification of likely impacts on existing flora and fauna; and an explanation of their significance and the level of certainty with which this can be stated. A digital map of the existing flora and fauna. Description of legal and policy consequences. Thematic map for providing planning guidelines Pirojpur Sadar Upazila, Nesarabad Upazila and Nazirpur Upazila March, 2024 September, 2024 Package-5 N/A Survey (Hydro-geological Surveys and Studies): An interactive digital model comprising of interfacing between surface water and ground water, and interruption in the hydrological system along with the mitigation measures. Recommendation on the remedial measures to make the hydrological system of the region sustainable. Integration of hydro-geological data and information (both attribute and spatial) with other components of the project Pirojpur Sadar Upazila, Nesarabad Upazila and Nazirpur Upazila March, 2024 August, 2025 Package-6 N/A Survey (Mouza Map Scanning, Digitization, Editing and Printing): Mouza maps collection and Scanning, Field survey, Field survey with RTK GPS for the GCP collection, Geo-referencing and digitization, Map checking and finally submit Mouza and Printed Map 01 (one) Copy With Database (DVD). Pirojpur Sadar Upazila, Nesarabad Upazila and Nazirpur Upazila March, 2024 November, 2024 — [1004, 873, 1544, 1177]
ru-notice: টেন্ডার বিজ্ঞপ্তি — [751, 1642, 849, 1658]
qr-code-icon[interactable] — [34, 2221, 114, 2302]
ru-uni: রাজশাহী বিশ্ববিদ্যালয় — [751, 1611, 881, 1629]
ju-program: Professional Master of Science in Computer Science (PMSCS) — [29, 1646, 544, 1690]
table-row: 18 Association with foreign firms is Not Encouraged — [1004, 830, 1544, 852]
ju-footer: PMSCS প্রোগ্রাম ২০২৪-২৫ — [394, 2331, 539, 2346]
lost-phone: মোবাইল : ০১৮১৭৭১১৩০৩ — [785, 1120, 879, 1129]
eoi-gov: GOVERNMENT OF THE PEOPLE'S REPUBLIC OF BANGLADESH — [1134, 79, 1414, 90]
table-row: 8. Date 19/11/2023 — [1004, 298, 1544, 311]
